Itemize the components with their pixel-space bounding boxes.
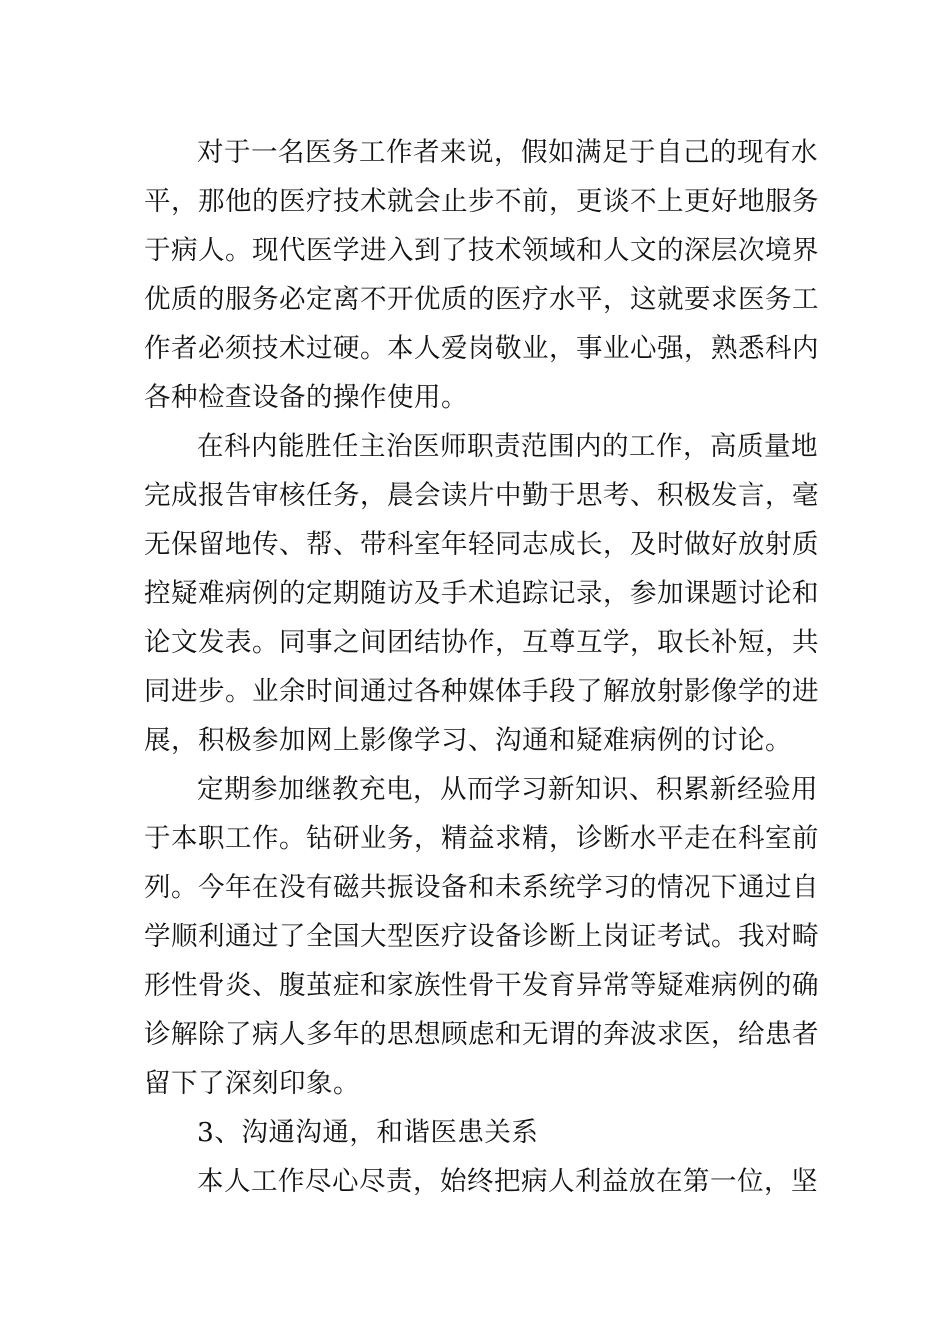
text-line: 控疑难病例的定期随访及手术追踪记录，参加课题讨论和 <box>144 578 819 609</box>
text-line: 在科内能胜任主治医师职责范围内的工作，高质量地 <box>197 431 818 462</box>
text-line: 无保留地传、帮、带科室年轻同志成长，及时做好放射质 <box>144 529 819 560</box>
text-line: 完成报告审核任务，晨会读片中勤于思考、积极发言，毫 <box>144 480 819 511</box>
text-line: 学顺利通过了全国大型医疗设备诊断上岗证考试。我对畸 <box>144 921 819 952</box>
text-line: 本人工作尽心尽责，始终把病人利益放在第一位，坚 <box>197 1166 818 1197</box>
text-line: 定期参加继教充电，从而学习新知识、积累新经验用 <box>197 774 818 805</box>
text-line: 诊解除了病人多年的思想顾虑和无谓的奔波求医，给患者 <box>144 1019 819 1050</box>
text-line: 平，那他的医疗技术就会止步不前，更谈不上更好地服务 <box>144 186 819 217</box>
text-line: 形性骨炎、腹茧症和家族性骨干发育异常等疑难病例的确 <box>144 970 819 1001</box>
text-line: 于本职工作。钻研业务，精益求精，诊断水平走在科室前 <box>144 823 819 854</box>
section-heading: 3、沟通沟通，和谐医患关系 <box>197 1117 539 1148</box>
text-line: 展，积极参加网上影像学习、沟通和疑难病例的讨论。 <box>144 725 792 756</box>
text-line: 于病人。现代医学进入到了技术领域和人文的深层次境界 <box>144 235 819 266</box>
text-line: 各种检查设备的操作使用。 <box>144 382 468 413</box>
text-line: 作者必须技术过硬。本人爱岗敬业，事业心强，熟悉科内 <box>144 333 819 364</box>
text-line: 优质的服务必定离不开优质的医疗水平，这就要求医务工 <box>144 284 819 315</box>
text-line: 论文发表。同事之间团结协作，互尊互学，取长补短，共 <box>144 627 819 658</box>
document-body <box>144 128 819 1206</box>
text-line: 留下了深刻印象。 <box>144 1068 360 1099</box>
text-line: 对于一名医务工作者来说，假如满足于自己的现有水 <box>197 137 818 168</box>
text-line: 列。今年在没有磁共振设备和未系统学习的情况下通过自 <box>144 872 819 903</box>
text-line: 同进步。业余时间通过各种媒体手段了解放射影像学的进 <box>144 676 819 707</box>
